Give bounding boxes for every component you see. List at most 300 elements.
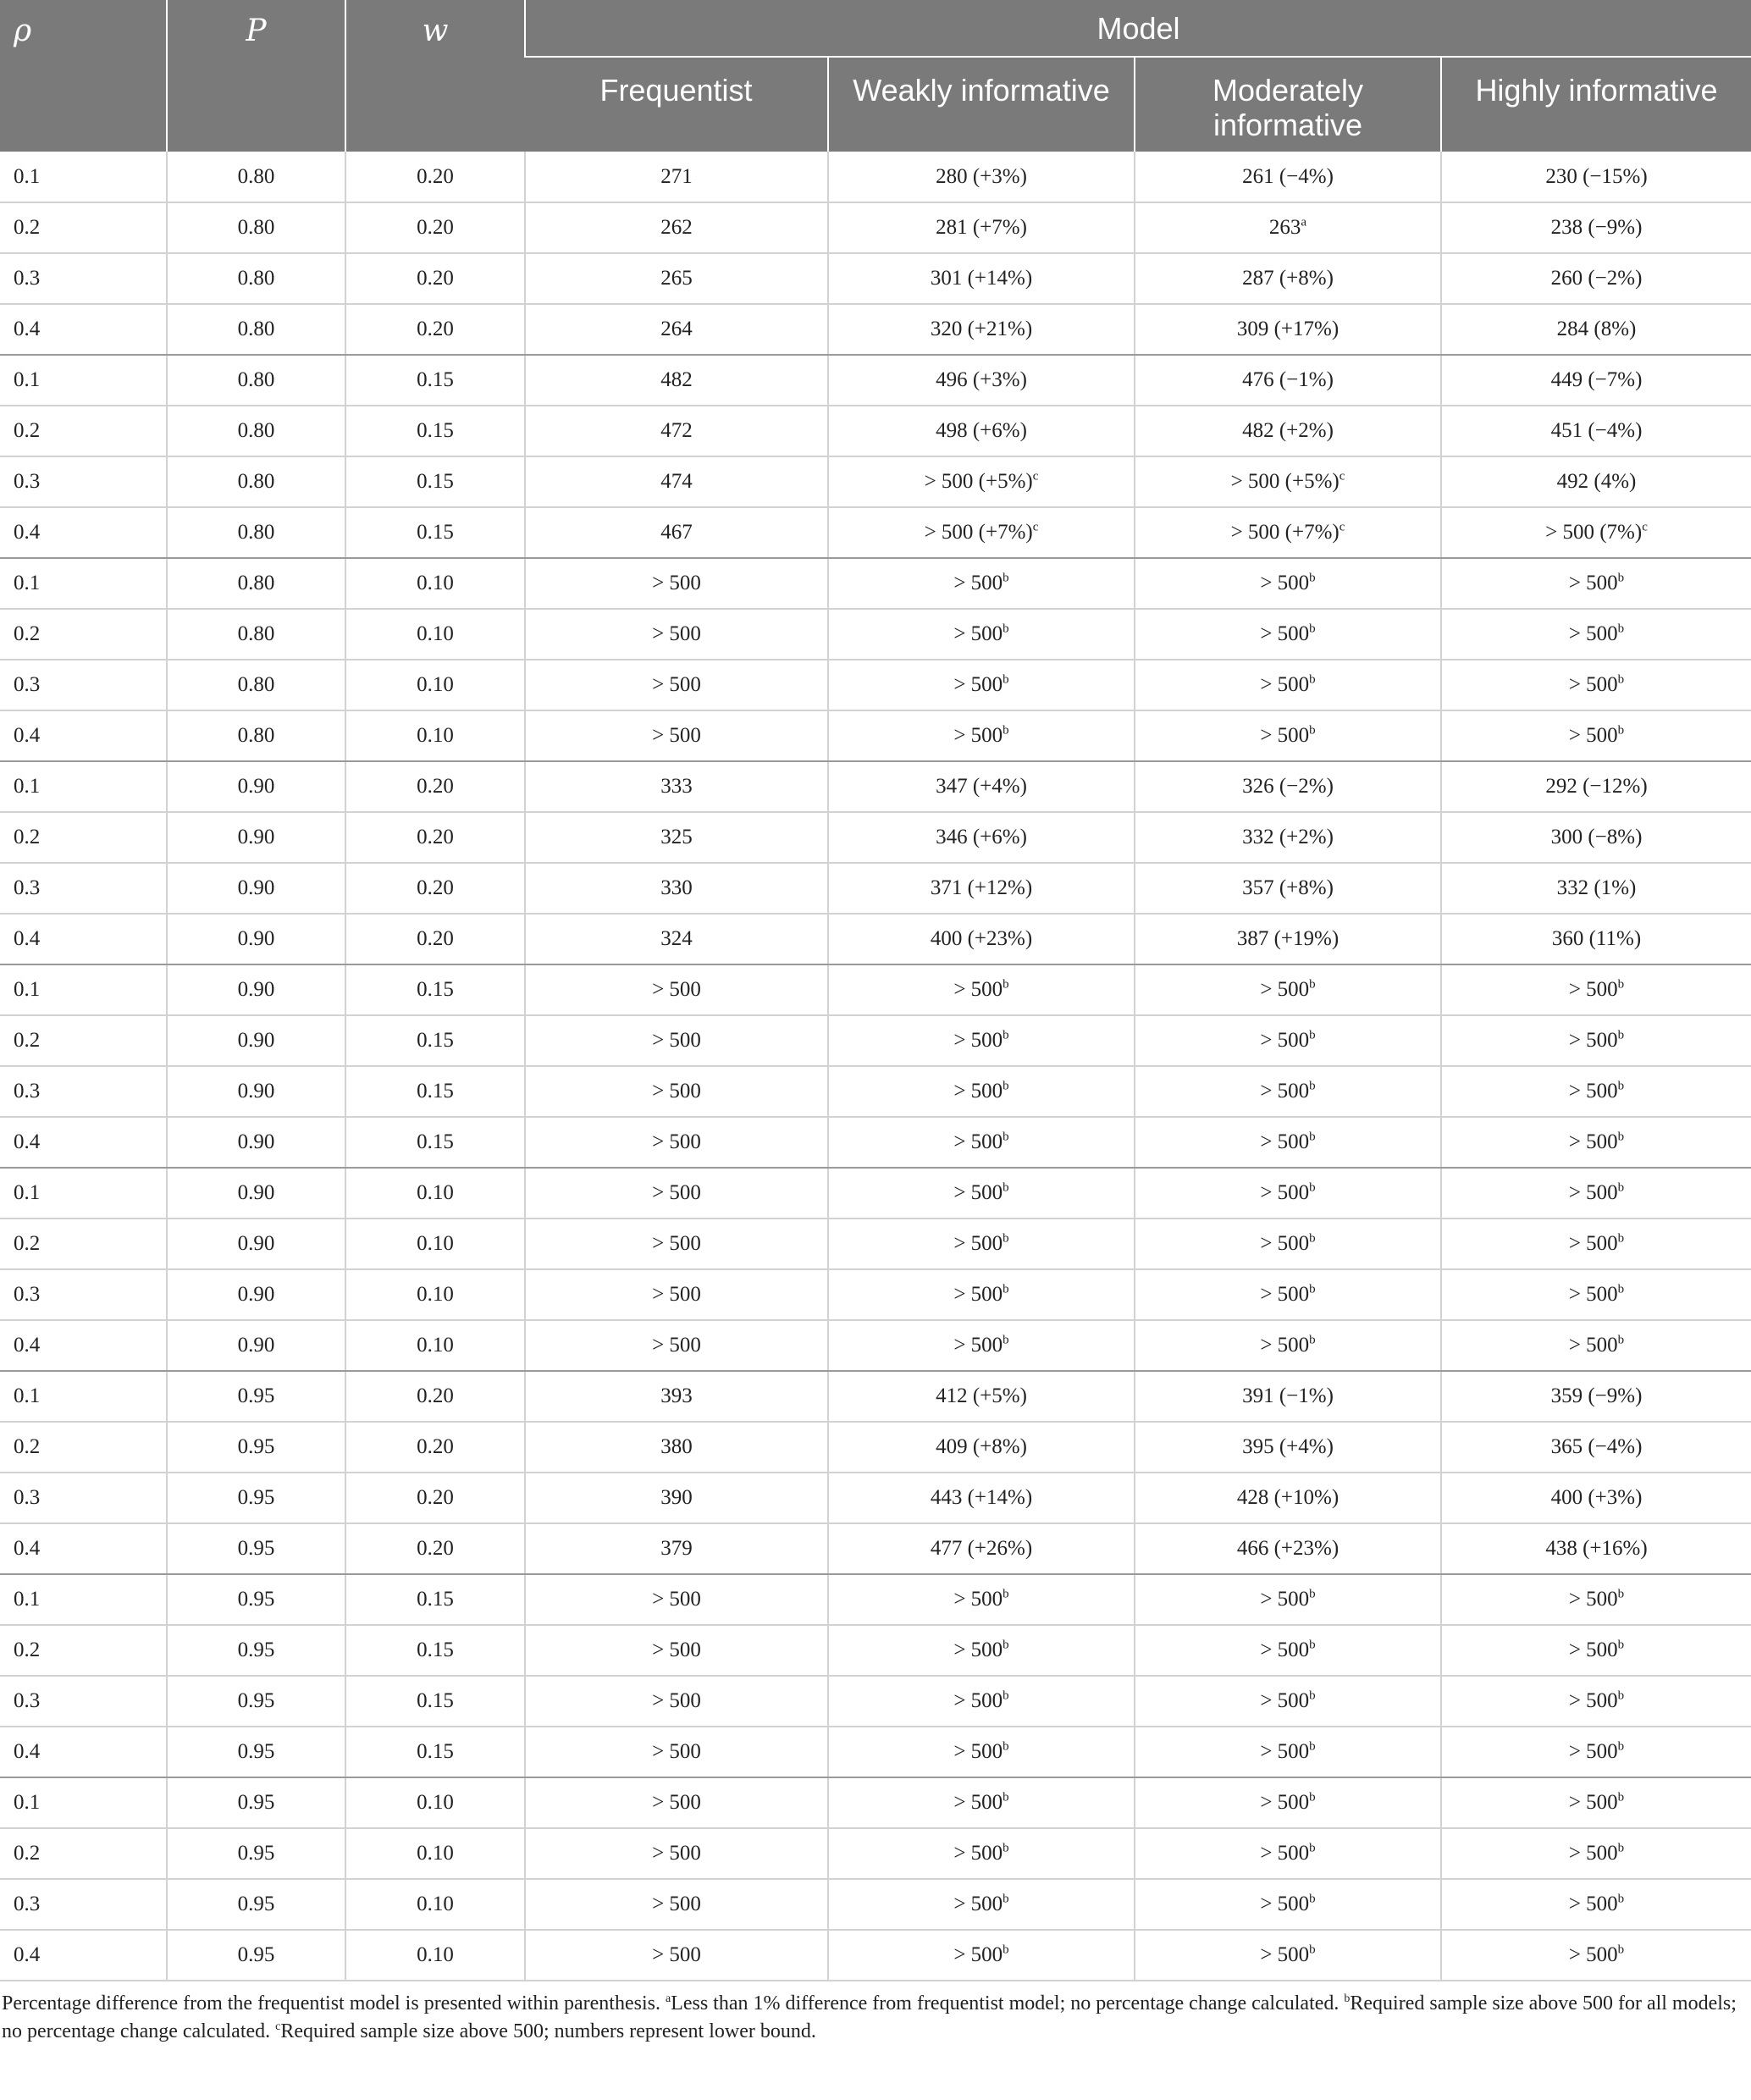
cell-weakly-informative [828,1117,1135,1168]
footnote-marker: b [1003,1892,1009,1906]
cell-p [167,1015,345,1066]
cell-value: 271 [660,164,693,188]
cell-w [345,1574,525,1625]
cell-value: 0.1 [14,572,41,594]
footnote-marker: c [1032,520,1039,534]
cell-value: > 500 [1568,978,1618,1001]
cell-value: 281 (+7%) [936,216,1027,239]
cell-value: 0.95 [237,1537,275,1560]
cell-moderately-informative [1135,609,1441,660]
cell-w [345,1777,525,1828]
cell-weakly-informative [828,1625,1135,1676]
cell-weakly-informative [828,710,1135,761]
cell-value: 0.20 [417,1384,454,1407]
footnote-marker: b [1309,1841,1316,1855]
cell-value: 0.90 [237,978,275,1001]
cell-value: 0.10 [417,673,454,696]
cell-value: > 500 [1568,1893,1618,1915]
cell-value: 324 [660,927,693,950]
cell-value: 0.90 [237,1232,275,1255]
table-row [0,1777,1751,1828]
cell-value: 0.2 [14,1029,41,1052]
cell-value: 400 (+23%) [930,927,1033,950]
cell-value: 393 [660,1384,693,1407]
cell-value: 0.10 [417,1791,454,1814]
cell-value: 360 (11%) [1551,927,1642,950]
cell-weakly-informative [828,558,1135,609]
cell-value: 0.90 [237,1181,275,1204]
table-row [0,609,1751,660]
cell-value: 0.20 [417,775,454,798]
cell-frequentist [525,558,828,609]
table-row [0,1930,1751,1981]
cell-value: > 500 [1568,1943,1618,1966]
cell-value: > 500 [652,1791,701,1814]
cell-value: 409 (+8%) [936,1435,1027,1458]
cell-value: 0.20 [417,927,454,950]
footnote-marker: b [1003,977,1009,992]
cell-weakly-informative [828,1269,1135,1320]
cell-p [167,1473,345,1523]
cell-highly-informative [1441,304,1751,355]
cell-value: > 500 [1260,1080,1310,1102]
cell-value: 0.90 [237,1029,275,1052]
cell-value: 0.1 [14,1588,41,1611]
cell-value: 0.20 [417,826,454,848]
cell-highly-informative [1441,1422,1751,1473]
cell-value: > 500 [953,1130,1003,1153]
footnote-marker: b [1309,1739,1316,1754]
footnote-marker: b [1309,672,1316,687]
cell-value: 476 (−1%) [1242,368,1334,391]
cell-value: 400 (+3%) [1550,1486,1643,1509]
cell-value: 0.20 [417,318,454,340]
cell-frequentist [525,660,828,710]
cell-value: > 500 [1260,978,1310,1001]
cell-highly-informative [1441,609,1751,660]
cell-w [345,710,525,761]
cell-value: 0.15 [417,419,454,442]
cell-value: 0.80 [237,267,275,290]
footnote-marker: b [1617,1079,1625,1093]
cell-value: 443 (+14%) [930,1486,1033,1509]
footnote-marker: c [1339,520,1345,534]
cell-value: 0.10 [417,572,454,594]
cell-frequentist [525,456,828,507]
cell-highly-informative [1441,406,1751,456]
cell-value: 0.1 [14,775,41,798]
cell-frequentist [525,304,828,355]
cell-rho [0,304,167,355]
cell-frequentist [525,863,828,914]
cell-weakly-informative [828,202,1135,253]
cell-p [167,710,345,761]
cell-value: > 500 [953,978,1003,1001]
cell-value: > 500 [652,978,701,1001]
cell-w [345,456,525,507]
cell-highly-informative [1441,1473,1751,1523]
cell-value: 265 [660,267,693,290]
cell-value: 0.4 [14,318,41,340]
header-w: w [345,0,525,152]
cell-rho [0,1269,167,1320]
cell-value: 380 [660,1435,693,1458]
cell-value: > 500 [953,1842,1003,1865]
cell-moderately-informative [1135,1066,1441,1117]
cell-frequentist [525,406,828,456]
table-row [0,1625,1751,1676]
cell-highly-informative [1441,1117,1751,1168]
cell-value: > 500 [1568,1080,1618,1102]
cell-highly-informative [1441,710,1751,761]
cell-value: 238 (−9%) [1550,216,1643,239]
cell-value: 263 [1268,216,1301,239]
cell-value: > 500 [652,1029,701,1052]
cell-moderately-informative [1135,304,1441,355]
cell-value: 0.10 [417,724,454,747]
cell-moderately-informative [1135,1676,1441,1727]
cell-value: 482 (+2%) [1242,419,1334,442]
cell-value: 0.10 [417,1842,454,1865]
cell-p [167,1676,345,1727]
cell-rho [0,1574,167,1625]
footnote-marker: b [1309,1587,1316,1601]
cell-frequentist [525,1015,828,1066]
cell-value: 0.20 [417,1537,454,1560]
footnote-marker: b [1617,1638,1625,1652]
table-row [0,1168,1751,1219]
footnote-marker: b [1617,1333,1625,1347]
footnote-marker: c [1642,520,1648,534]
cell-rho [0,1168,167,1219]
cell-p [167,660,345,710]
cell-value: 0.90 [237,1130,275,1153]
cell-value: 0.4 [14,1943,41,1966]
cell-moderately-informative [1135,1269,1441,1320]
cell-w [345,1422,525,1473]
cell-weakly-informative [828,152,1135,202]
cell-value: > 500 [1260,1588,1310,1611]
cell-value: 0.2 [14,419,41,442]
cell-rho [0,1015,167,1066]
cell-value: 326 (−2%) [1242,775,1334,798]
cell-p [167,253,345,304]
cell-value: 0.20 [417,1435,454,1458]
footnote-marker: b [1003,571,1009,585]
cell-p [167,761,345,812]
cell-moderately-informative [1135,964,1441,1015]
cell-value: 379 [660,1537,693,1560]
table-row [0,1320,1751,1371]
cell-w [345,355,525,406]
cell-value: 391 (−1%) [1242,1384,1334,1407]
cell-frequentist [525,964,828,1015]
cell-frequentist [525,152,828,202]
cell-w [345,964,525,1015]
footnote-marker: b [1309,1790,1316,1804]
header-moderately-informative: Moderately informative [1135,57,1441,152]
cell-value: > 500 [1568,1740,1618,1763]
cell-value: 0.3 [14,876,41,899]
footnote-marker: b [1617,1892,1625,1906]
cell-value: > 500 [953,1080,1003,1102]
cell-value: 0.95 [237,1639,275,1661]
table-row [0,1727,1751,1777]
cell-moderately-informative [1135,1117,1441,1168]
footnote-marker: b [1309,571,1316,585]
cell-p [167,812,345,863]
cell-value: 0.3 [14,673,41,696]
cell-w [345,1320,525,1371]
cell-value: > 500 [953,1893,1003,1915]
cell-value: 0.95 [237,1893,275,1915]
cell-highly-informative [1441,1828,1751,1879]
cell-highly-informative [1441,761,1751,812]
cell-value: 0.10 [417,1943,454,1966]
cell-weakly-informative [828,863,1135,914]
cell-p [167,304,345,355]
cell-p [167,1219,345,1269]
footnote-marker: b [1617,1180,1625,1195]
cell-highly-informative [1441,1015,1751,1066]
table-row [0,1015,1751,1066]
cell-value: 0.1 [14,164,41,188]
cell-value: > 500 [1568,1283,1618,1306]
cell-value: > 500 [652,1232,701,1255]
table-row [0,1371,1751,1422]
cell-p [167,1879,345,1930]
cell-weakly-informative [828,355,1135,406]
cell-rho [0,558,167,609]
cell-value: > 500 [652,1588,701,1611]
footnote-marker: b [1003,1282,1009,1296]
cell-value: > 500 [953,1639,1003,1661]
cell-rho [0,1828,167,1879]
cell-value: 0.2 [14,1842,41,1865]
cell-value: 371 (+12%) [930,876,1033,899]
cell-p [167,406,345,456]
cell-weakly-informative [828,761,1135,812]
cell-value: 0.10 [417,1283,454,1306]
cell-value: 390 [660,1486,693,1509]
cell-value: > 500 [652,1893,701,1915]
table-row [0,558,1751,609]
cell-value: 0.4 [14,1740,41,1763]
cell-w [345,1015,525,1066]
cell-moderately-informative [1135,456,1441,507]
cell-value: 0.2 [14,1639,41,1661]
cell-value: > 500 [1568,1588,1618,1611]
cell-w [345,1625,525,1676]
footnote-marker: b [1617,1282,1625,1296]
cell-value: 0.4 [14,1130,41,1153]
cell-value: 0.4 [14,1537,41,1560]
cell-value: 0.10 [417,1232,454,1255]
cell-rho [0,202,167,253]
footnote-marker: b [1309,1231,1316,1246]
cell-value: 0.1 [14,368,41,391]
cell-highly-informative [1441,1371,1751,1422]
cell-rho [0,660,167,710]
cell-value: > 500 [1260,1130,1310,1153]
footnote-marker: c [1339,469,1345,484]
cell-frequentist [525,202,828,253]
cell-frequentist [525,1574,828,1625]
cell-value: > 500 [652,1283,701,1306]
cell-value: 230 (−15%) [1545,164,1648,188]
cell-value: 387 (+19%) [1236,927,1339,950]
cell-value: > 500 [1260,1232,1310,1255]
cell-rho [0,507,167,558]
cell-value: 320 (+21%) [930,318,1033,340]
cell-rho [0,863,167,914]
cell-w [345,1879,525,1930]
cell-weakly-informative [828,609,1135,660]
footnote-mark-a: a [665,1992,671,2005]
cell-value: > 500 [953,1740,1003,1763]
cell-rho [0,1422,167,1473]
cell-highly-informative [1441,253,1751,304]
table-row [0,1117,1751,1168]
table-row [0,202,1751,253]
cell-value: 287 (+8%) [1242,267,1334,290]
cell-value: 0.20 [417,164,454,188]
cell-highly-informative [1441,1066,1751,1117]
cell-value: > 500 [1260,724,1310,747]
cell-value: 0.15 [417,368,454,391]
cell-weakly-informative [828,914,1135,964]
cell-moderately-informative [1135,1727,1441,1777]
footnote-marker: b [1003,1231,1009,1246]
footnote-marker: b [1309,1028,1316,1042]
cell-frequentist [525,253,828,304]
table-row [0,1066,1751,1117]
cell-value: 0.3 [14,1486,41,1509]
cell-rho [0,1219,167,1269]
cell-value: > 500 [953,572,1003,594]
cell-highly-informative [1441,660,1751,710]
footnote-marker: b [1309,1638,1316,1652]
cell-weakly-informative [828,964,1135,1015]
cell-value: 0.95 [237,1689,275,1712]
cell-moderately-informative [1135,1879,1441,1930]
cell-moderately-informative [1135,152,1441,202]
footnote-marker: b [1309,1282,1316,1296]
cell-weakly-informative [828,660,1135,710]
cell-value: 0.95 [237,1740,275,1763]
footnote-marker: a [1301,215,1307,229]
cell-value: > 500 [953,622,1003,645]
cell-moderately-informative [1135,1930,1441,1981]
cell-frequentist [525,1523,828,1574]
footnote-marker: b [1309,977,1316,992]
table-row [0,1422,1751,1473]
cell-w [345,1473,525,1523]
header-model-group: Model [525,0,1751,57]
cell-value: 301 (+14%) [930,267,1033,290]
cell-value: > 500 [1568,1181,1618,1204]
cell-rho [0,761,167,812]
cell-value: 467 [660,521,693,544]
cell-p [167,152,345,202]
cell-highly-informative [1441,152,1751,202]
cell-w [345,507,525,558]
cell-value: 0.80 [237,164,275,188]
cell-moderately-informative [1135,914,1441,964]
footnote-marker: b [1309,1892,1316,1906]
cell-value: > 500 [652,724,701,747]
cell-value: 0.15 [417,521,454,544]
cell-highly-informative [1441,964,1751,1015]
cell-frequentist [525,1168,828,1219]
cell-p [167,914,345,964]
cell-value: > 500 [1260,1740,1310,1763]
cell-frequentist [525,1777,828,1828]
cell-value: > 500 [652,1639,701,1661]
cell-value: 347 (+4%) [936,775,1027,798]
cell-w [345,202,525,253]
footnote-marker: b [1003,1739,1009,1754]
cell-value: > 500 [1568,1130,1618,1153]
cell-rho [0,406,167,456]
cell-frequentist [525,1117,828,1168]
table-row [0,1523,1751,1574]
cell-value: 0.4 [14,1334,41,1357]
cell-w [345,1523,525,1574]
cell-p [167,1777,345,1828]
cell-value: > 500 [1568,724,1618,747]
cell-value: > 500 [652,1334,701,1357]
cell-value: 0.1 [14,1384,41,1407]
cell-value: 0.2 [14,1435,41,1458]
cell-value: 0.10 [417,1181,454,1204]
cell-value: 496 (+3%) [936,368,1027,391]
cell-weakly-informative [828,1473,1135,1523]
cell-p [167,1625,345,1676]
footnote-marker: b [1617,977,1625,992]
cell-value: 262 [660,216,693,239]
cell-value: > 500 [1568,622,1618,645]
cell-value: 0.2 [14,216,41,239]
cell-value: 0.15 [417,1689,454,1712]
cell-value: 428 (+10%) [1236,1486,1339,1509]
cell-p [167,202,345,253]
cell-value: 0.95 [237,1791,275,1814]
cell-p [167,1320,345,1371]
cell-w [345,1269,525,1320]
cell-weakly-informative [828,1320,1135,1371]
cell-highly-informative [1441,202,1751,253]
footnote-mark-b: b [1344,1992,1351,2005]
footnote-marker: b [1617,571,1625,585]
cell-rho [0,253,167,304]
cell-value: 0.20 [417,216,454,239]
cell-value: 0.1 [14,978,41,1001]
cell-w [345,1168,525,1219]
cell-value: 472 [660,419,693,442]
cell-weakly-informative [828,1066,1135,1117]
cell-value: > 500 [1260,622,1310,645]
cell-value: > 500 [1260,1842,1310,1865]
cell-value: > 500 [652,673,701,696]
cell-value: > 500 [953,1181,1003,1204]
cell-frequentist [525,1371,828,1422]
cell-value: 0.80 [237,622,275,645]
cell-rho [0,456,167,507]
cell-frequentist [525,1727,828,1777]
cell-value: 438 (+16%) [1545,1537,1648,1560]
cell-weakly-informative [828,253,1135,304]
